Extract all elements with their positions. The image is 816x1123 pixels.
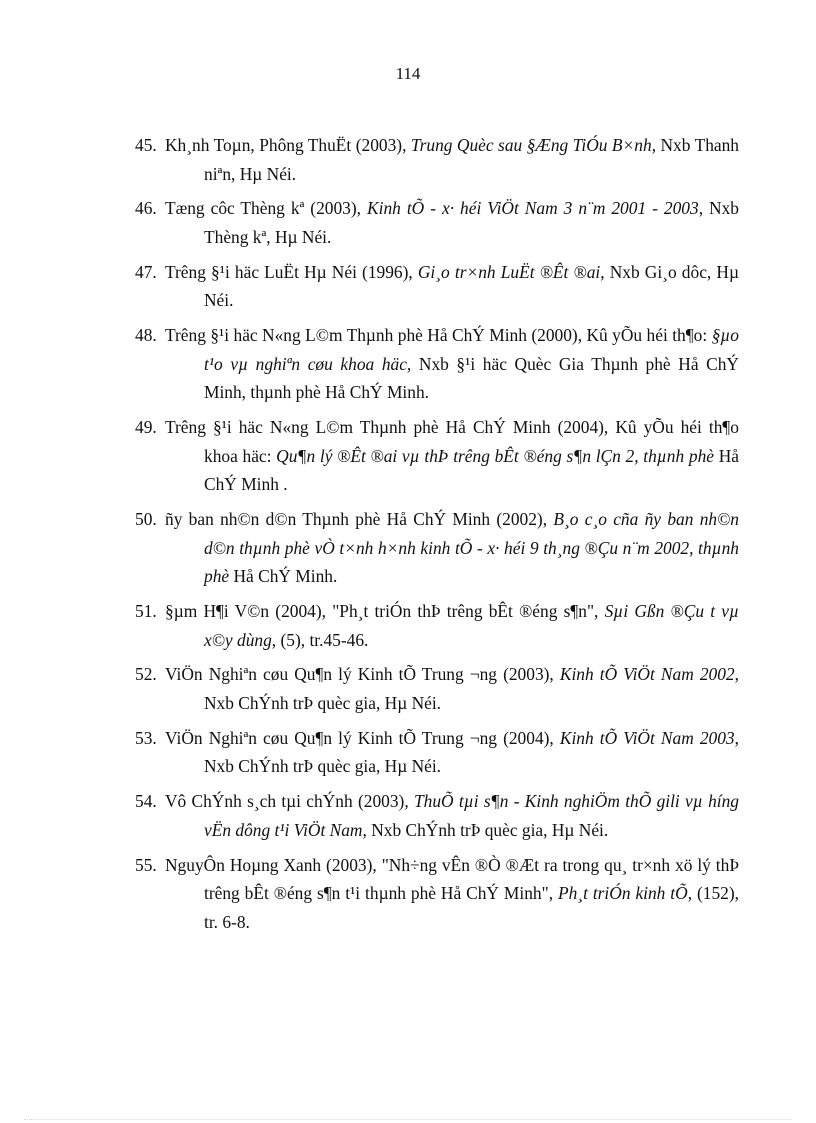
reference-item (135, 505, 739, 591)
reference-number: 45. (135, 135, 157, 155)
reference-title: ThuÕ tµi s¶n - Kinh nghiÖm thÕ gili vµ híng vËn dông t¹i ViÖt Nam, (204, 791, 739, 840)
reference-number: 51. (135, 601, 157, 622)
reference-list (135, 131, 739, 943)
reference-text: Kh¸nh Toµn, Phông ThuËt (2003), (165, 135, 411, 155)
reference-text: ñy ban nh©n d©n Thµnh phè Hå ChÝ Minh (2002), (165, 509, 554, 530)
reference-item (135, 851, 739, 937)
reference-title: x©y dùng (204, 629, 272, 650)
reference-title: §µo t¹o vµ nghiªn cøu khoa häc, (204, 325, 739, 374)
reference-text: Nxb §¹i häc Quèc Gia Thµnh phè Hå ChÝ Minh, thµnh phè Hå ChÝ Minh. (204, 353, 739, 403)
reference-text: §µm H¶i V©n (2004), "Ph¸t triÓn thÞ trêng bÊt ®éng s¶n", (165, 601, 605, 622)
reference-item (135, 321, 739, 407)
reference-number: 50. (135, 509, 157, 530)
reference-item (135, 724, 739, 781)
reference-text: Trêng §¹i häc N«ng L©m Thµnh phè Hå ChÝ Minh (2004), Kû yÕu héi th¶o khoa häc: (165, 417, 739, 466)
reference-text: Trêng §¹i häc LuËt Hµ Néi (1996), (165, 261, 418, 282)
reference-title: Kinh tÕ ViÖt Nam 2002 (559, 664, 735, 685)
reference-text: , Nxb ChÝnh trÞ quèc gia, Hµ Néi. (204, 727, 739, 777)
reference-item (135, 413, 739, 499)
reference-title: Ph¸t triÓn kinh tÕ (557, 883, 688, 904)
reference-number: 48. (135, 325, 157, 346)
reference-number: 54. (135, 791, 157, 812)
reference-number: 53. (135, 727, 157, 748)
reference-item (135, 131, 739, 188)
reference-title: Qu¶n lý ®Êt ®ai vµ thÞ trêng bÊt ®éng s¶n lÇn 2, thµnh phè (276, 445, 715, 466)
reference-text: NguyÔn Hoµng Xanh (2003), "Nh÷ng vÊn ®Ò ®Æt ra trong qu¸ tr×nh xö lý thÞ trêng bÊt ®éng s¶n t¹i thµnh phè Hå ChÝ Minh", (165, 854, 739, 904)
bottom-divider (24, 1119, 792, 1120)
reference-text: , Nxb ChÝnh trÞ quèc gia, Hµ Néi. (204, 664, 739, 713)
reference-text: Tæng côc Thèng kª (2003), (165, 198, 368, 219)
reference-text: , (5), tr.45-46. (271, 629, 369, 650)
reference-item (135, 660, 739, 717)
reference-text: ViÖn Nghiªn cøu Qu¶n lý Kinh tÕ Trung ¬ng (2004), (165, 727, 560, 748)
reference-text: Hå ChÝ Minh . (204, 445, 739, 495)
page-number: 114 (395, 64, 421, 83)
reference-number: 46. (135, 198, 157, 219)
reference-item (135, 597, 739, 654)
reference-text: , Nxb Thèng kª, Hµ Néi. (204, 198, 739, 247)
reference-text: Vô ChÝnh s¸ch tµi chÝnh (2003), (165, 791, 414, 812)
reference-item (135, 194, 739, 251)
reference-title: Kinh tÕ ViÖt Nam 2003 (559, 727, 735, 748)
reference-number: 49. (135, 417, 157, 438)
reference-text: Trêng §¹i häc N«ng L©m Thµnh phè Hå ChÝ Minh (2000), Kû yÕu héi th¶o: (165, 325, 712, 346)
reference-title: Kinh tÕ - x· héi ViÖt Nam 3 n¨m 2001 - 2003 (367, 198, 699, 219)
reference-item (135, 787, 739, 844)
reference-title: B¸o c¸o cña ñy ban nh©n d©n thµnh phè vÒ t×nh h×nh kinh tÕ - x· héi 9 th¸ng ®Çu n¨m 2002, thµnh phè (204, 509, 739, 587)
reference-number: 52. (135, 664, 157, 685)
reference-number: 47. (135, 261, 157, 282)
reference-item (135, 258, 739, 315)
reference-text: Hå ChÝ Minh. (229, 566, 338, 587)
reference-text: ViÖn Nghiªn cøu Qu¶n lý Kinh tÕ Trung ¬ng (2003), (165, 664, 560, 685)
reference-text: , Nxb Thanh niªn, Hµ Néi. (204, 135, 740, 184)
reference-text: , Nxb Gi¸o dôc, Hµ Néi. (204, 261, 739, 311)
reference-title: Sµi Gßn ®Çu t vµ (604, 601, 739, 622)
reference-text: , (152), tr. 6-8. (204, 883, 739, 932)
reference-title: Trung Quèc sau §Æng TiÓu B×nh (410, 135, 652, 155)
reference-text: Nxb ChÝnh trÞ quèc gia, Hµ Néi. (366, 819, 609, 840)
reference-number: 55. (135, 854, 157, 875)
reference-title: Gi¸o tr×nh LuËt ®Êt ®ai (417, 261, 601, 282)
